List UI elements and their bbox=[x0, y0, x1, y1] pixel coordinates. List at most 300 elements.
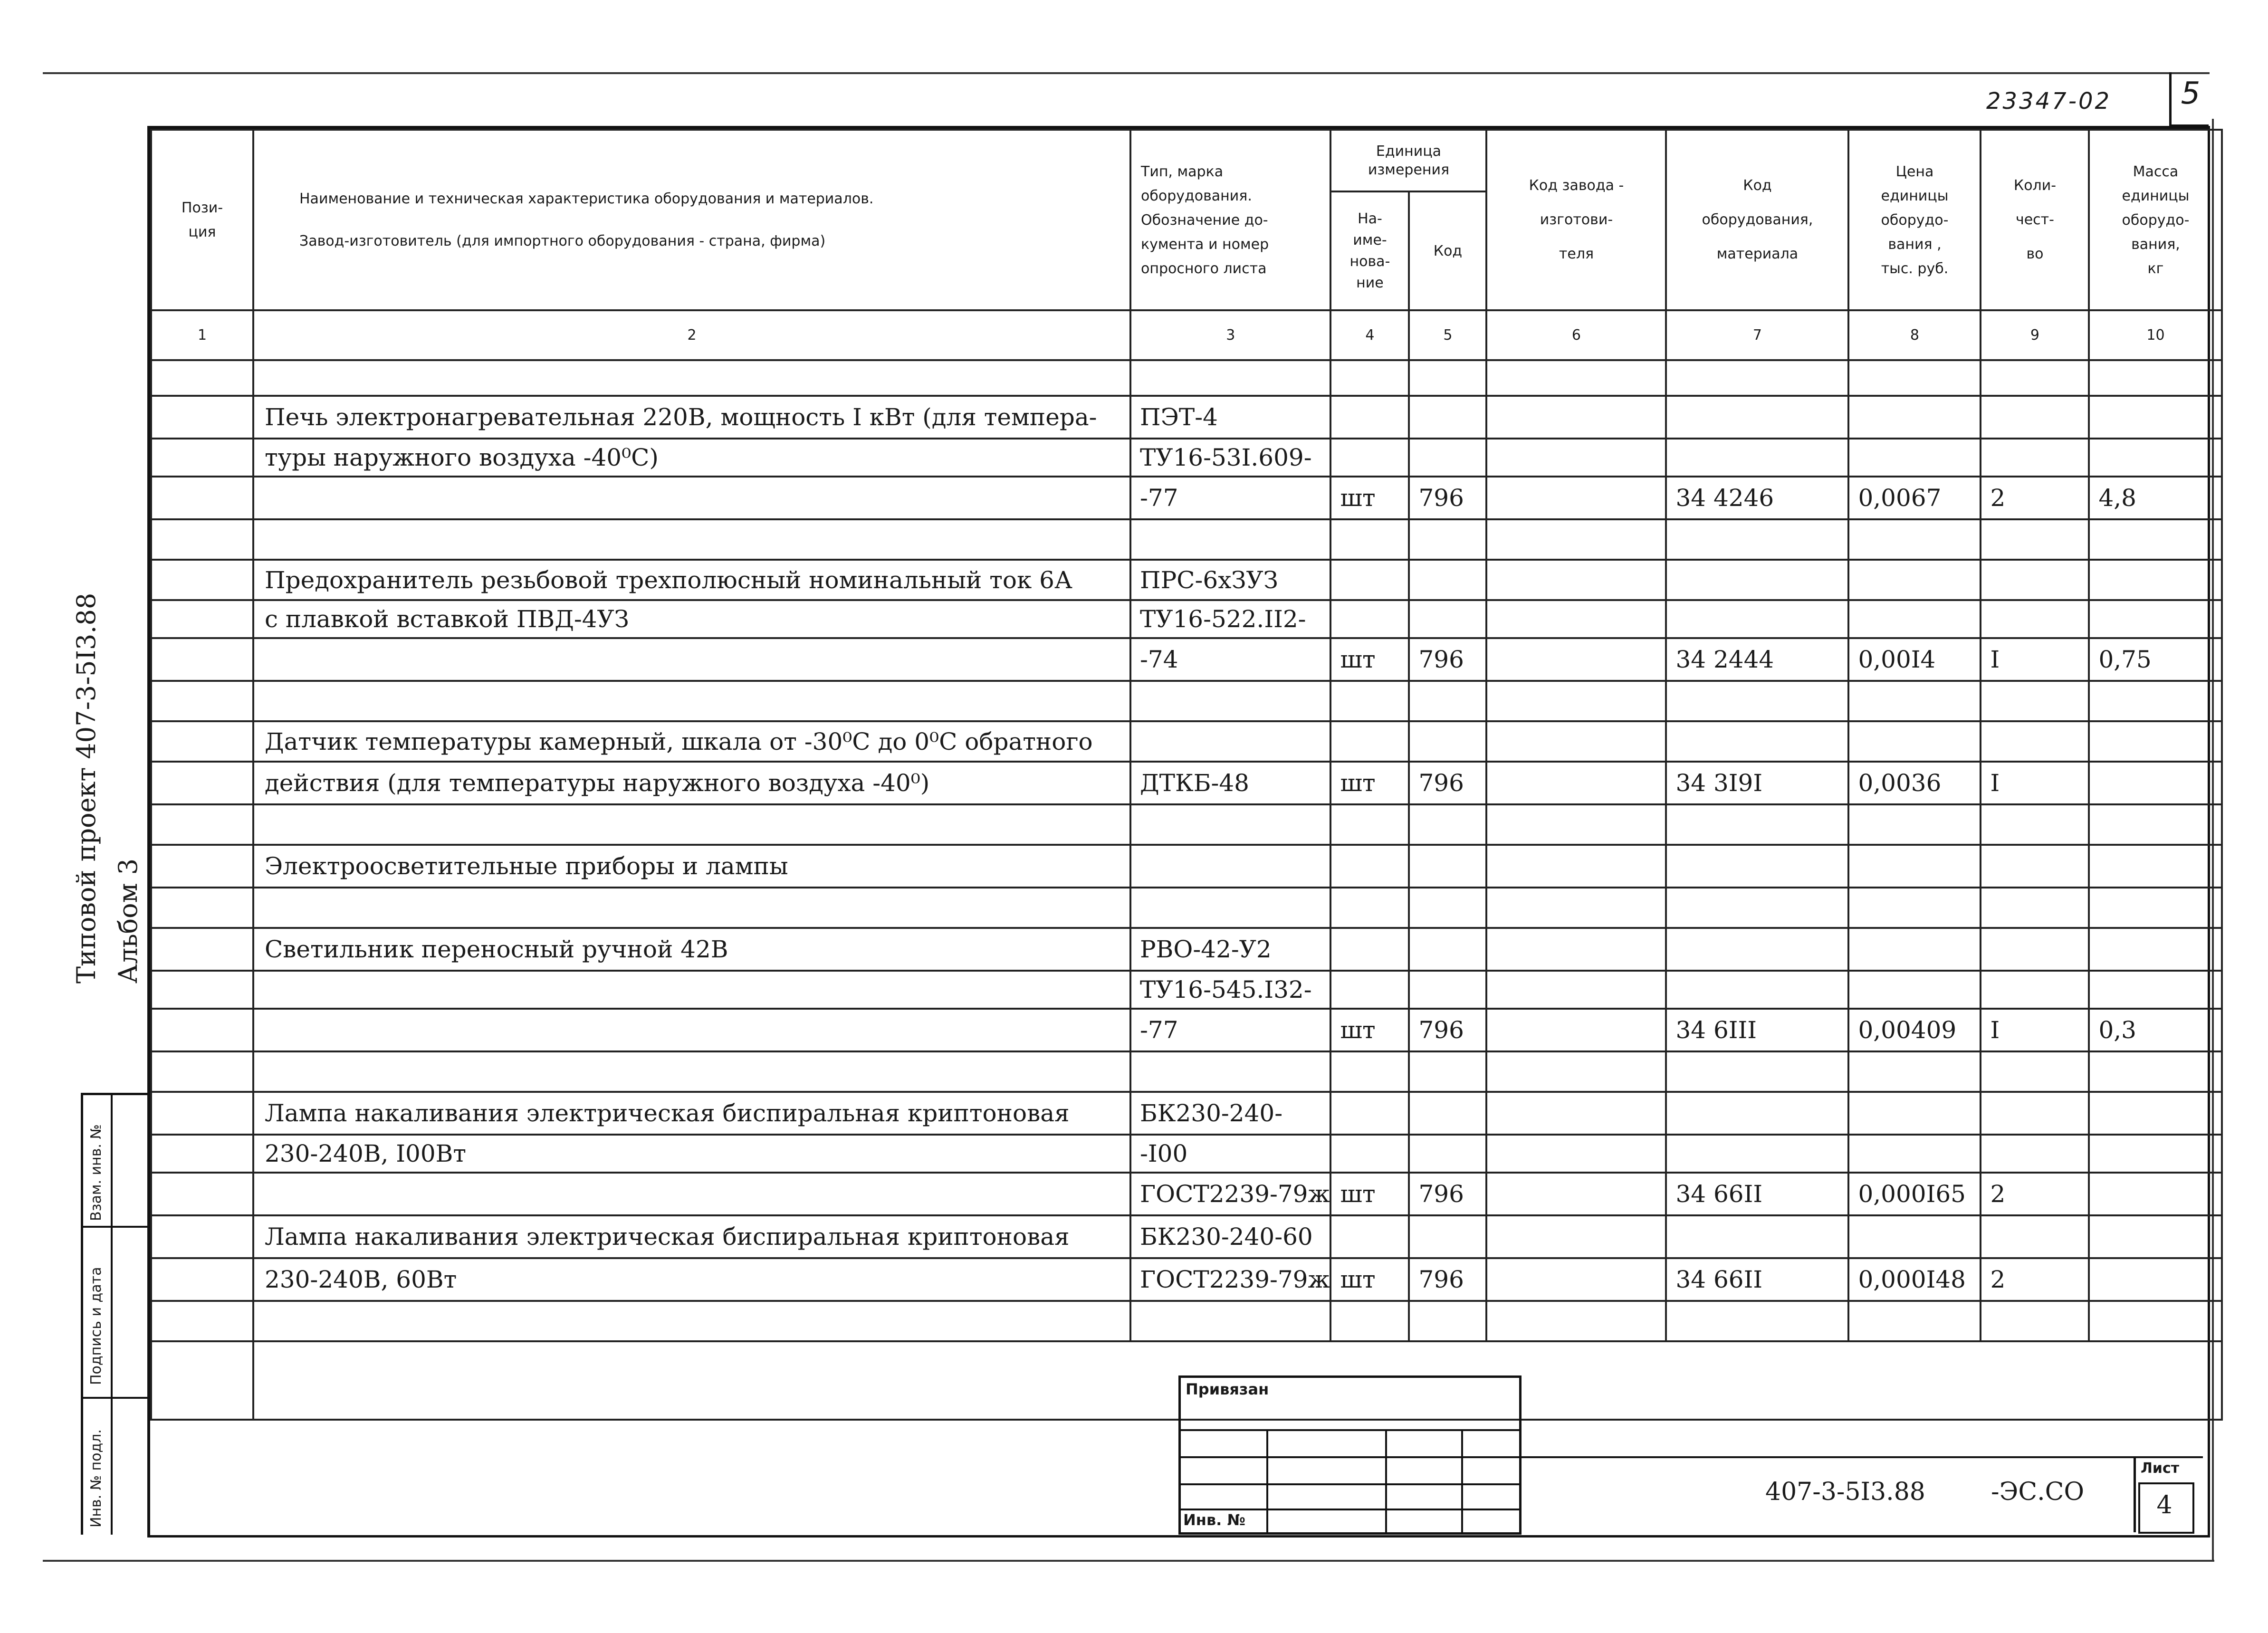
cell-c7 bbox=[1666, 845, 1848, 888]
cell-c9 bbox=[1981, 396, 2089, 439]
table-row bbox=[151, 477, 2222, 519]
cell-c4 bbox=[1330, 804, 1409, 845]
cell-c4: шт bbox=[1330, 477, 1409, 519]
table-row bbox=[151, 439, 2222, 477]
header-unit: Единица измерения bbox=[1330, 130, 1486, 191]
cell-c6 bbox=[1486, 396, 1666, 439]
header-name-line2: Завод-изготовитель (для импортного оборудования - страна, фирма) bbox=[299, 233, 826, 249]
cell-c5 bbox=[1409, 519, 1486, 560]
cell-c7 bbox=[1666, 439, 1848, 477]
cell-c9 bbox=[1981, 360, 2089, 396]
header-mass: Масса единицы оборудо- вания, кг bbox=[2089, 130, 2222, 310]
cell-c7: 34 66II bbox=[1666, 1258, 1848, 1301]
cell-c4 bbox=[1330, 519, 1409, 560]
cell-c6 bbox=[1486, 1009, 1666, 1051]
document-suffix: -ЭС.СО bbox=[1991, 1478, 2085, 1506]
cell-c5 bbox=[1409, 1051, 1486, 1092]
cell-c3: ТУ16-545.I32- bbox=[1130, 971, 1330, 1009]
cell-c8 bbox=[1848, 681, 1981, 721]
cell-c10: 0,3 bbox=[2089, 1009, 2222, 1051]
header-unit-code: Код bbox=[1409, 191, 1486, 310]
cell-c1 bbox=[151, 638, 253, 681]
cell-c6 bbox=[1486, 439, 1666, 477]
column-number-7: 7 bbox=[1666, 310, 1848, 360]
sheet-tab-number: 5 bbox=[2181, 76, 2201, 111]
cell-c6 bbox=[1486, 928, 1666, 971]
cell-c8: 0,000I65 bbox=[1848, 1173, 1981, 1215]
cell-c2: действия (для температуры наружного воздуха -40⁰) bbox=[253, 762, 1130, 804]
cell-c10 bbox=[2089, 845, 2222, 888]
column-number-1: 1 bbox=[151, 310, 253, 360]
cell-c2: Лампа накаливания электрическая биспиральная криптоновая bbox=[253, 1215, 1130, 1258]
cell-c3 bbox=[1130, 845, 1330, 888]
cell-c1 bbox=[151, 721, 253, 762]
cell-c6 bbox=[1486, 681, 1666, 721]
cell-c8 bbox=[1848, 600, 1981, 638]
column-number-5: 5 bbox=[1409, 310, 1486, 360]
cell-c10 bbox=[2089, 1135, 2222, 1173]
stamp-inv-original: Инв. № подл. bbox=[88, 1429, 105, 1528]
cell-c5: 796 bbox=[1409, 638, 1486, 681]
cell-c5: 796 bbox=[1409, 1173, 1486, 1215]
cell-c9: I bbox=[1981, 1009, 2089, 1051]
header-name bbox=[253, 130, 1130, 310]
cell-c2: Датчик температуры камерный, шкала от -30⁰С до 0⁰С обратного bbox=[253, 721, 1130, 762]
cell-c10 bbox=[2089, 804, 2222, 845]
cell-c2 bbox=[253, 638, 1130, 681]
table-row bbox=[151, 762, 2222, 804]
cell-c2 bbox=[253, 360, 1130, 396]
cell-c6 bbox=[1486, 560, 1666, 600]
cell-c4: шт bbox=[1330, 762, 1409, 804]
cell-c9 bbox=[1981, 1135, 2089, 1173]
cell-c1 bbox=[151, 1092, 253, 1135]
cell-c8 bbox=[1848, 396, 1981, 439]
cell-c3: ПРС-6хЗУЗ bbox=[1130, 560, 1330, 600]
cell-c9 bbox=[1981, 1092, 2089, 1135]
header-unit-name: На- име- нова- ние bbox=[1330, 191, 1409, 310]
cell-c3: -I00 bbox=[1130, 1135, 1330, 1173]
cell-c6 bbox=[1486, 804, 1666, 845]
cell-c4 bbox=[1330, 439, 1409, 477]
cell-c6 bbox=[1486, 638, 1666, 681]
column-number-3: 3 bbox=[1130, 310, 1330, 360]
cell-c7 bbox=[1666, 600, 1848, 638]
cell-c7 bbox=[1666, 804, 1848, 845]
cell-c5 bbox=[1409, 396, 1486, 439]
cell-c10 bbox=[2089, 1051, 2222, 1092]
table-row bbox=[151, 1215, 2222, 1258]
cell-c7 bbox=[1666, 519, 1848, 560]
cell-c9 bbox=[1981, 888, 2089, 928]
cell-c6 bbox=[1486, 477, 1666, 519]
cell-c4: шт bbox=[1330, 638, 1409, 681]
table-row bbox=[151, 519, 2222, 560]
stamp-sign-date: Подпись и дата bbox=[88, 1267, 105, 1385]
cell-c10 bbox=[2089, 439, 2222, 477]
cell-c9 bbox=[1981, 600, 2089, 638]
cell-c4 bbox=[1330, 560, 1409, 600]
cell-c9: 2 bbox=[1981, 1173, 2089, 1215]
cell-c7 bbox=[1666, 681, 1848, 721]
table-row bbox=[151, 681, 2222, 721]
cell-c6 bbox=[1486, 845, 1666, 888]
cell-c1 bbox=[151, 1301, 253, 1341]
table-row bbox=[151, 1258, 2222, 1301]
cell-c5 bbox=[1409, 681, 1486, 721]
cell-c5 bbox=[1409, 1301, 1486, 1341]
cell-c10 bbox=[2089, 971, 2222, 1009]
cell-c7 bbox=[1666, 1051, 1848, 1092]
cell-c9 bbox=[1981, 804, 2089, 845]
cell-c8 bbox=[1848, 804, 1981, 845]
column-number-4: 4 bbox=[1330, 310, 1409, 360]
cell-c3: ТУ16-53I.609- bbox=[1130, 439, 1330, 477]
cell-c6 bbox=[1486, 721, 1666, 762]
cell-c7 bbox=[1666, 721, 1848, 762]
column-number-2: 2 bbox=[253, 310, 1130, 360]
document-code: 407-3-5I3.88 bbox=[1765, 1478, 1925, 1506]
cell-c5 bbox=[1409, 971, 1486, 1009]
cell-c3: ГОСТ2239-79ж bbox=[1130, 1173, 1330, 1215]
cell-c2 bbox=[253, 971, 1130, 1009]
cell-c3: -77 bbox=[1130, 477, 1330, 519]
cell-c1 bbox=[151, 888, 253, 928]
cell-c3 bbox=[1130, 888, 1330, 928]
cell-c10 bbox=[2089, 888, 2222, 928]
cell-c9 bbox=[1981, 845, 2089, 888]
specification-table bbox=[150, 129, 2223, 1421]
cell-c3: БК230-240-60 bbox=[1130, 1215, 1330, 1258]
cell-c10 bbox=[2089, 600, 2222, 638]
table-row bbox=[151, 1173, 2222, 1215]
cell-c2: 230-240В, I00Вт bbox=[253, 1135, 1130, 1173]
cell-c10 bbox=[2089, 1215, 2222, 1258]
table-row bbox=[151, 1135, 2222, 1173]
cell-c10 bbox=[2089, 721, 2222, 762]
cell-c2 bbox=[253, 1009, 1130, 1051]
cell-c7 bbox=[1666, 560, 1848, 600]
table-row bbox=[151, 560, 2222, 600]
cell-c1 bbox=[151, 804, 253, 845]
cell-c3: ПЭТ-4 bbox=[1130, 396, 1330, 439]
cell-c7 bbox=[1666, 396, 1848, 439]
binding-stamp bbox=[81, 1093, 150, 1535]
cell-c8: 0,00409 bbox=[1848, 1009, 1981, 1051]
cell-c6 bbox=[1486, 971, 1666, 1009]
cell-c7 bbox=[1666, 1301, 1848, 1341]
cell-c1 bbox=[151, 762, 253, 804]
cell-c4 bbox=[1330, 1135, 1409, 1173]
cell-c8 bbox=[1848, 360, 1981, 396]
cell-c10 bbox=[2089, 1301, 2222, 1341]
cell-c8 bbox=[1848, 1301, 1981, 1341]
cell-c7 bbox=[1666, 360, 1848, 396]
cell-c1 bbox=[151, 1258, 253, 1301]
cell-c9: 2 bbox=[1981, 477, 2089, 519]
cell-c10 bbox=[2089, 762, 2222, 804]
table-row bbox=[151, 971, 2222, 1009]
cell-c9 bbox=[1981, 1051, 2089, 1092]
cell-c3: РВО-42-У2 bbox=[1130, 928, 1330, 971]
cell-c4: шт bbox=[1330, 1009, 1409, 1051]
cell-c1 bbox=[151, 1215, 253, 1258]
cell-c7: 34 6III bbox=[1666, 1009, 1848, 1051]
cell-c1 bbox=[151, 845, 253, 888]
cell-c8 bbox=[1848, 519, 1981, 560]
sheet-label: Лист bbox=[2141, 1460, 2180, 1477]
cell-c7 bbox=[1666, 928, 1848, 971]
cell-c4 bbox=[1330, 1215, 1409, 1258]
cell-c2: 230-240В, 60Вт bbox=[253, 1258, 1130, 1301]
cell-c4 bbox=[1330, 681, 1409, 721]
cell-c1 bbox=[151, 1009, 253, 1051]
cell-c2: туры наружного воздуха -40⁰С) bbox=[253, 439, 1130, 477]
table-row bbox=[151, 638, 2222, 681]
cell-c5 bbox=[1409, 804, 1486, 845]
table-row bbox=[151, 360, 2222, 396]
header-position: Пози- ция bbox=[151, 130, 253, 310]
cell-c8: 0,0036 bbox=[1848, 762, 1981, 804]
cell-c8 bbox=[1848, 1215, 1981, 1258]
cell-c5 bbox=[1409, 721, 1486, 762]
cell-c2 bbox=[253, 888, 1130, 928]
cell-c8 bbox=[1848, 845, 1981, 888]
cell-c1 bbox=[151, 477, 253, 519]
cell-c6 bbox=[1486, 600, 1666, 638]
cell-c5 bbox=[1409, 888, 1486, 928]
cell-c3: -74 bbox=[1130, 638, 1330, 681]
cell-c4 bbox=[1330, 888, 1409, 928]
header-type: Тип, марка оборудования. Обозначение до- кумента и номер опросного листа bbox=[1130, 130, 1330, 310]
cell-c10 bbox=[2089, 560, 2222, 600]
cell-c5 bbox=[1409, 360, 1486, 396]
cell-c7: 34 3I9I bbox=[1666, 762, 1848, 804]
cell-c6 bbox=[1486, 1135, 1666, 1173]
cell-c4 bbox=[1330, 1301, 1409, 1341]
title-block-line bbox=[1517, 1456, 2203, 1458]
table-row bbox=[151, 845, 2222, 888]
cell-c10: 0,75 bbox=[2089, 638, 2222, 681]
cell-c5 bbox=[1409, 1135, 1486, 1173]
cell-c4 bbox=[1330, 600, 1409, 638]
cell-c1 bbox=[151, 439, 253, 477]
cell-c2: Лампа накаливания электрическая биспиральная криптоновая bbox=[253, 1092, 1130, 1135]
cell-c10: 4,8 bbox=[2089, 477, 2222, 519]
table-row bbox=[151, 1301, 2222, 1341]
cell-c8 bbox=[1848, 971, 1981, 1009]
cell-c2: Светильник переносный ручной 42В bbox=[253, 928, 1130, 971]
cell-c8: 0,00I4 bbox=[1848, 638, 1981, 681]
cell-c3 bbox=[1130, 519, 1330, 560]
cell-c1 bbox=[151, 360, 253, 396]
inv-label: Инв. № bbox=[1183, 1511, 1245, 1529]
cell-c7: 34 66II bbox=[1666, 1173, 1848, 1215]
column-number-8: 8 bbox=[1848, 310, 1981, 360]
cell-c8 bbox=[1848, 1092, 1981, 1135]
cell-c8 bbox=[1848, 1051, 1981, 1092]
cell-c5 bbox=[1409, 845, 1486, 888]
cell-c6 bbox=[1486, 1301, 1666, 1341]
cell-c3: ГОСТ2239-79ж bbox=[1130, 1258, 1330, 1301]
cell-c9: I bbox=[1981, 762, 2089, 804]
cell-c2: Предохранитель резьбовой трехполюсный номинальный ток 6А bbox=[253, 560, 1130, 600]
cell-c7: 34 2444 bbox=[1666, 638, 1848, 681]
cell-c2 bbox=[253, 681, 1130, 721]
cell-c8 bbox=[1848, 1135, 1981, 1173]
cell-c5 bbox=[1409, 600, 1486, 638]
cell-c3 bbox=[1130, 360, 1330, 396]
table-body bbox=[151, 360, 2222, 1341]
cell-c7 bbox=[1666, 971, 1848, 1009]
cell-c9 bbox=[1981, 560, 2089, 600]
table-row bbox=[151, 1051, 2222, 1092]
cell-c2 bbox=[253, 1051, 1130, 1092]
cell-c3 bbox=[1130, 804, 1330, 845]
cell-c6 bbox=[1486, 888, 1666, 928]
cell-c10 bbox=[2089, 1258, 2222, 1301]
cell-c4 bbox=[1330, 1092, 1409, 1135]
cell-c5 bbox=[1409, 1092, 1486, 1135]
cell-c5 bbox=[1409, 439, 1486, 477]
cell-c4: шт bbox=[1330, 1258, 1409, 1301]
cell-c2: с плавкой вставкой ПВД-4УЗ bbox=[253, 600, 1130, 638]
cell-c9 bbox=[1981, 681, 2089, 721]
cell-c9 bbox=[1981, 928, 2089, 971]
cell-c6 bbox=[1486, 762, 1666, 804]
outer-border-top bbox=[43, 72, 2210, 74]
cell-c5: 796 bbox=[1409, 477, 1486, 519]
table-row bbox=[151, 804, 2222, 845]
table-row bbox=[151, 1009, 2222, 1051]
cell-c2: Электроосветительные приборы и лампы bbox=[253, 845, 1130, 888]
cell-c9 bbox=[1981, 439, 2089, 477]
cell-c7 bbox=[1666, 1135, 1848, 1173]
column-number-6: 6 bbox=[1486, 310, 1666, 360]
cell-c2 bbox=[253, 804, 1130, 845]
cell-c9: I bbox=[1981, 638, 2089, 681]
cell-c10 bbox=[2089, 928, 2222, 971]
cell-c5 bbox=[1409, 1215, 1486, 1258]
header-factory-code: Код завода - изготови- теля bbox=[1486, 130, 1666, 310]
cell-c7: 34 4246 bbox=[1666, 477, 1848, 519]
cell-c3: ТУ16-522.II2- bbox=[1130, 600, 1330, 638]
table-row bbox=[151, 600, 2222, 638]
cell-c9 bbox=[1981, 721, 2089, 762]
cell-c2 bbox=[253, 1301, 1130, 1341]
cell-c5: 796 bbox=[1409, 762, 1486, 804]
cell-c10 bbox=[2089, 396, 2222, 439]
cell-c8: 0,000I48 bbox=[1848, 1258, 1981, 1301]
cell-c1 bbox=[151, 396, 253, 439]
table-row bbox=[151, 1092, 2222, 1135]
cell-c1 bbox=[151, 681, 253, 721]
cell-c7 bbox=[1666, 1215, 1848, 1258]
cell-c2 bbox=[253, 1173, 1130, 1215]
cell-c8 bbox=[1848, 439, 1981, 477]
cell-c6 bbox=[1486, 519, 1666, 560]
cell-c1 bbox=[151, 1051, 253, 1092]
header-name-line1: Наименование и техническая характеристика оборудования и материалов. bbox=[299, 191, 874, 207]
cell-c8 bbox=[1848, 721, 1981, 762]
column-number-10: 10 bbox=[2089, 310, 2222, 360]
cell-c7 bbox=[1666, 1092, 1848, 1135]
cell-c6 bbox=[1486, 1258, 1666, 1301]
cell-c6 bbox=[1486, 1215, 1666, 1258]
header-equipment-code: Код оборудования, материала bbox=[1666, 130, 1848, 310]
cell-c1 bbox=[151, 971, 253, 1009]
cell-c6 bbox=[1486, 360, 1666, 396]
cell-c10 bbox=[2089, 360, 2222, 396]
cell-c4: шт bbox=[1330, 1173, 1409, 1215]
cell-c9 bbox=[1981, 519, 2089, 560]
cell-c1 bbox=[151, 560, 253, 600]
cell-c8 bbox=[1848, 888, 1981, 928]
cell-c3 bbox=[1130, 721, 1330, 762]
cell-c10 bbox=[2089, 1173, 2222, 1215]
cell-c4 bbox=[1330, 971, 1409, 1009]
table-row bbox=[151, 888, 2222, 928]
cell-c6 bbox=[1486, 1173, 1666, 1215]
cell-c5 bbox=[1409, 560, 1486, 600]
cell-c4 bbox=[1330, 928, 1409, 971]
cell-c4 bbox=[1330, 1051, 1409, 1092]
cell-c10 bbox=[2089, 519, 2222, 560]
table-row bbox=[151, 721, 2222, 762]
table-row bbox=[151, 928, 2222, 971]
column-number-9: 9 bbox=[1981, 310, 2089, 360]
header-price: Цена единицы оборудо- вания , тыс. руб. bbox=[1848, 130, 1981, 310]
cell-c10 bbox=[2089, 681, 2222, 721]
cell-c7 bbox=[1666, 888, 1848, 928]
table-row bbox=[151, 396, 2222, 439]
cell-c9: 2 bbox=[1981, 1258, 2089, 1301]
cell-c1 bbox=[151, 1173, 253, 1215]
bound-label: Привязан bbox=[1186, 1380, 1269, 1398]
cell-c1 bbox=[151, 600, 253, 638]
cell-c9 bbox=[1981, 971, 2089, 1009]
sheet-number: 4 bbox=[2156, 1491, 2172, 1519]
cell-c3: -77 bbox=[1130, 1009, 1330, 1051]
cell-c3: БК230-240- bbox=[1130, 1092, 1330, 1135]
cell-c3 bbox=[1130, 1301, 1330, 1341]
cell-c4 bbox=[1330, 360, 1409, 396]
cell-c1 bbox=[151, 1135, 253, 1173]
cell-c2 bbox=[253, 519, 1130, 560]
cell-c3: ДТКБ-48 bbox=[1130, 762, 1330, 804]
cell-c4 bbox=[1330, 396, 1409, 439]
cell-c3 bbox=[1130, 1051, 1330, 1092]
cell-c4 bbox=[1330, 845, 1409, 888]
cell-c8 bbox=[1848, 560, 1981, 600]
cell-c5: 796 bbox=[1409, 1009, 1486, 1051]
project-label: Типовой проект 407-3-5I3.88 bbox=[71, 592, 101, 984]
cell-c5: 796 bbox=[1409, 1258, 1486, 1301]
cell-c1 bbox=[151, 928, 253, 971]
cell-c6 bbox=[1486, 1092, 1666, 1135]
cell-c4 bbox=[1330, 721, 1409, 762]
outer-border-bottom bbox=[43, 1560, 2214, 1562]
cell-c9 bbox=[1981, 1215, 2089, 1258]
header-quantity: Коли- чест- во bbox=[1981, 130, 2089, 310]
cell-c10 bbox=[2089, 1092, 2222, 1135]
stamp-inv-replace: Взам. инв. № bbox=[88, 1124, 105, 1221]
cell-c8: 0,0067 bbox=[1848, 477, 1981, 519]
album-label: Альбом 3 bbox=[113, 858, 143, 984]
cell-c1 bbox=[151, 519, 253, 560]
inventory-number: 23347-02 bbox=[1986, 88, 2112, 115]
cell-c6 bbox=[1486, 1051, 1666, 1092]
